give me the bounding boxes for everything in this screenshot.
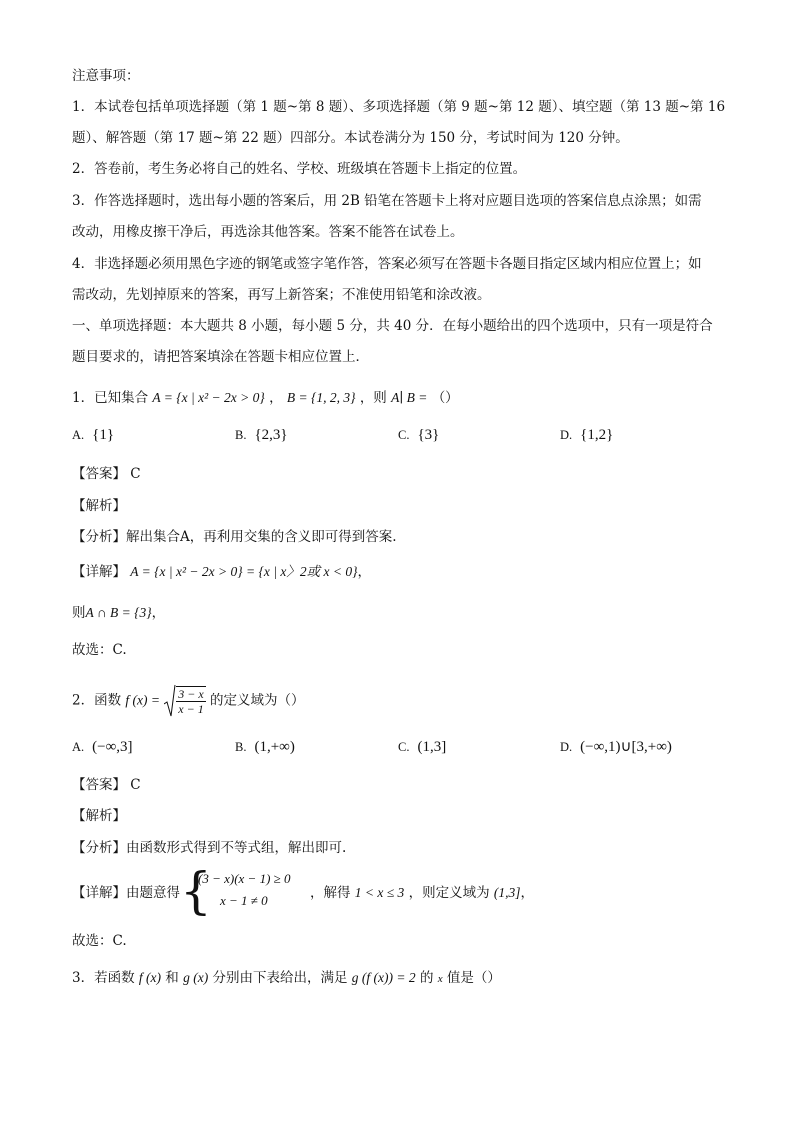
q2-stem bbox=[72, 684, 305, 718]
q1-ask-post: （） bbox=[431, 390, 459, 406]
detail-mid2: ，则定义域为 bbox=[408, 885, 490, 901]
q1-option-b bbox=[235, 426, 288, 444]
q2-denominator: x − 1 bbox=[178, 702, 204, 716]
q1-analysis bbox=[72, 528, 397, 546]
q2-fraction bbox=[176, 686, 205, 716]
note-line-1: 1．本试卷包括单项选择题（第 1 题~第 8 题）、多项选择题（第 9 题~第 12 题）、填空题（第 13 题~第 16 bbox=[72, 99, 726, 115]
note-line-7: 需改动，先划掉原来的答案，再写上新答案；不准使用铅笔和涂改液。 bbox=[72, 287, 491, 303]
sqrt-sign-icon bbox=[164, 684, 176, 718]
section-heading-line2: 题目要求的，请把答案填涂在答题卡相应位置上． bbox=[72, 349, 369, 365]
q1-ask-expr: A∣ B = bbox=[391, 390, 428, 405]
q1-set-b: B = {1, 2, 3} bbox=[286, 390, 356, 405]
system-row-2: x − 1 ≠ 0 bbox=[220, 893, 268, 908]
option-label: C. bbox=[398, 428, 410, 442]
detail-tag: 【详解】 bbox=[72, 564, 126, 580]
option-value: {1} bbox=[92, 427, 115, 443]
option-value: {2,3} bbox=[254, 427, 288, 443]
q1-ask-pre: ，则 bbox=[359, 390, 387, 406]
q2-answer bbox=[72, 776, 141, 794]
notes-heading: 注意事项： bbox=[72, 68, 140, 84]
option-label: D. bbox=[560, 428, 573, 442]
q1-stem bbox=[72, 389, 459, 407]
detail-end: ， bbox=[357, 564, 371, 580]
q2-option-d bbox=[560, 738, 672, 756]
q2-conclusion: 故选：C. bbox=[72, 933, 127, 949]
q1-then bbox=[72, 604, 165, 622]
q3-mid: 分别由下表给出，满足 bbox=[212, 970, 348, 986]
note-line-5: 改动，用橡皮擦干净后，再选涂其他答案。答案不能答在试卷上。 bbox=[72, 224, 464, 240]
detail-ineq: 1 < x ≤ 3 bbox=[354, 885, 405, 900]
q1-set-a: A = {x | x² − 2x > 0} bbox=[152, 390, 265, 405]
q3-mid2: 的 bbox=[419, 970, 434, 986]
q2-number: 2．函数 bbox=[72, 692, 122, 709]
note-line-3: 2．答卷前，考生务必将自己的姓名、学校、班级填在答题卡上指定的位置。 bbox=[72, 161, 527, 177]
option-label: A. bbox=[72, 740, 85, 754]
q3-x: x bbox=[437, 973, 443, 985]
q2-detail-pre bbox=[72, 884, 180, 902]
q3-cond: g (f (x)) = 2 bbox=[351, 970, 416, 985]
option-label: C. bbox=[398, 740, 410, 754]
then-pre: 则 bbox=[72, 605, 86, 621]
answer-value: C bbox=[130, 777, 141, 793]
q3-end: 值是（） bbox=[446, 970, 501, 986]
option-label: A. bbox=[72, 428, 85, 442]
answer-tag: 【答案】 bbox=[72, 777, 126, 793]
section-heading-line1: 一、单项选择题：本大题共 8 小题，每小题 5 分，共 40 分．在每小题给出的四个选项中，只有一项是符合 bbox=[72, 318, 713, 334]
q3-f: f (x) bbox=[138, 970, 161, 985]
analysis-text: 解出集合A，再利用交集的含义即可得到答案. bbox=[126, 529, 397, 545]
answer-tag: 【答案】 bbox=[72, 466, 126, 482]
option-value: (−∞,3] bbox=[92, 739, 133, 755]
detail-tag: 【详解】 bbox=[72, 885, 126, 901]
q1-comma: ， bbox=[269, 390, 283, 406]
q2-option-a bbox=[72, 738, 133, 756]
detail-end: ， bbox=[520, 885, 535, 901]
option-value: (1,+∞) bbox=[254, 739, 295, 755]
q2-detail-post bbox=[310, 884, 534, 902]
q2-sqrt bbox=[164, 684, 205, 718]
q2-option-b bbox=[235, 738, 295, 756]
detail-domain: (1,3] bbox=[493, 885, 521, 900]
q2-numerator: 3 − x bbox=[178, 687, 204, 701]
q2-analysis bbox=[72, 839, 346, 857]
analysis-text: 由函数形式得到不等式组，解出即可. bbox=[126, 840, 347, 856]
q1-detail bbox=[72, 563, 371, 581]
option-label: D. bbox=[560, 740, 573, 754]
then-math: A ∩ B = {3} bbox=[85, 605, 152, 620]
analysis-tag: 【分析】 bbox=[72, 840, 126, 856]
q3-g: g (x) bbox=[183, 970, 209, 985]
q2-option-c bbox=[398, 738, 446, 756]
q2-after: 的定义域为（） bbox=[210, 692, 305, 709]
option-value: {3} bbox=[417, 427, 440, 443]
q1-option-d bbox=[560, 426, 613, 444]
option-value: (−∞,1)∪[3,+∞) bbox=[580, 739, 672, 755]
q1-explain-tag: 【解析】 bbox=[72, 498, 126, 514]
analysis-tag: 【分析】 bbox=[72, 529, 126, 545]
detail-pre-text: 由题意得 bbox=[126, 885, 180, 901]
detail-math: A = {x | x² − 2x > 0} = {x | x〉2或 x < 0} bbox=[130, 564, 358, 579]
then-end: ， bbox=[151, 605, 166, 621]
left-brace-icon: { bbox=[180, 862, 212, 920]
q1-answer bbox=[72, 465, 141, 483]
note-line-6: 4．非选择题必须用黑色字迹的钢笔或签字笔作答，答案必须写在答题卡各题目指定区域内相应位置上；如 bbox=[72, 256, 702, 272]
q3-and: 和 bbox=[165, 970, 179, 986]
q1-option-a bbox=[72, 426, 114, 444]
option-value: {1,2} bbox=[580, 427, 614, 443]
answer-value: C bbox=[130, 466, 141, 482]
q1-conclusion: 故选：C. bbox=[72, 642, 127, 658]
system-row-1: (3 − x)(x − 1) ≥ 0 bbox=[198, 871, 291, 886]
q2-fx: f (x) = bbox=[125, 692, 160, 708]
q2-explain-tag: 【解析】 bbox=[72, 808, 126, 824]
q1-number: 1．已知集合 bbox=[72, 390, 149, 406]
option-value: (1,3] bbox=[417, 739, 447, 755]
note-line-4: 3．作答选择题时，选出每小题的答案后，用 2B 铅笔在答题卡上将对应题目选项的答案信息点涂黑；如需 bbox=[72, 193, 702, 209]
q1-option-c bbox=[398, 426, 439, 444]
note-line-2: 题）、解答题（第 17 题~第 22 题）四部分。本试卷满分为 150 分，考试时间为 120 分钟。 bbox=[72, 130, 629, 146]
detail-mid: ，解得 bbox=[310, 885, 351, 901]
option-label: B. bbox=[235, 740, 247, 754]
q3-stem bbox=[72, 969, 501, 988]
option-label: B. bbox=[235, 428, 247, 442]
q3-number: 3．若函数 bbox=[72, 970, 135, 986]
